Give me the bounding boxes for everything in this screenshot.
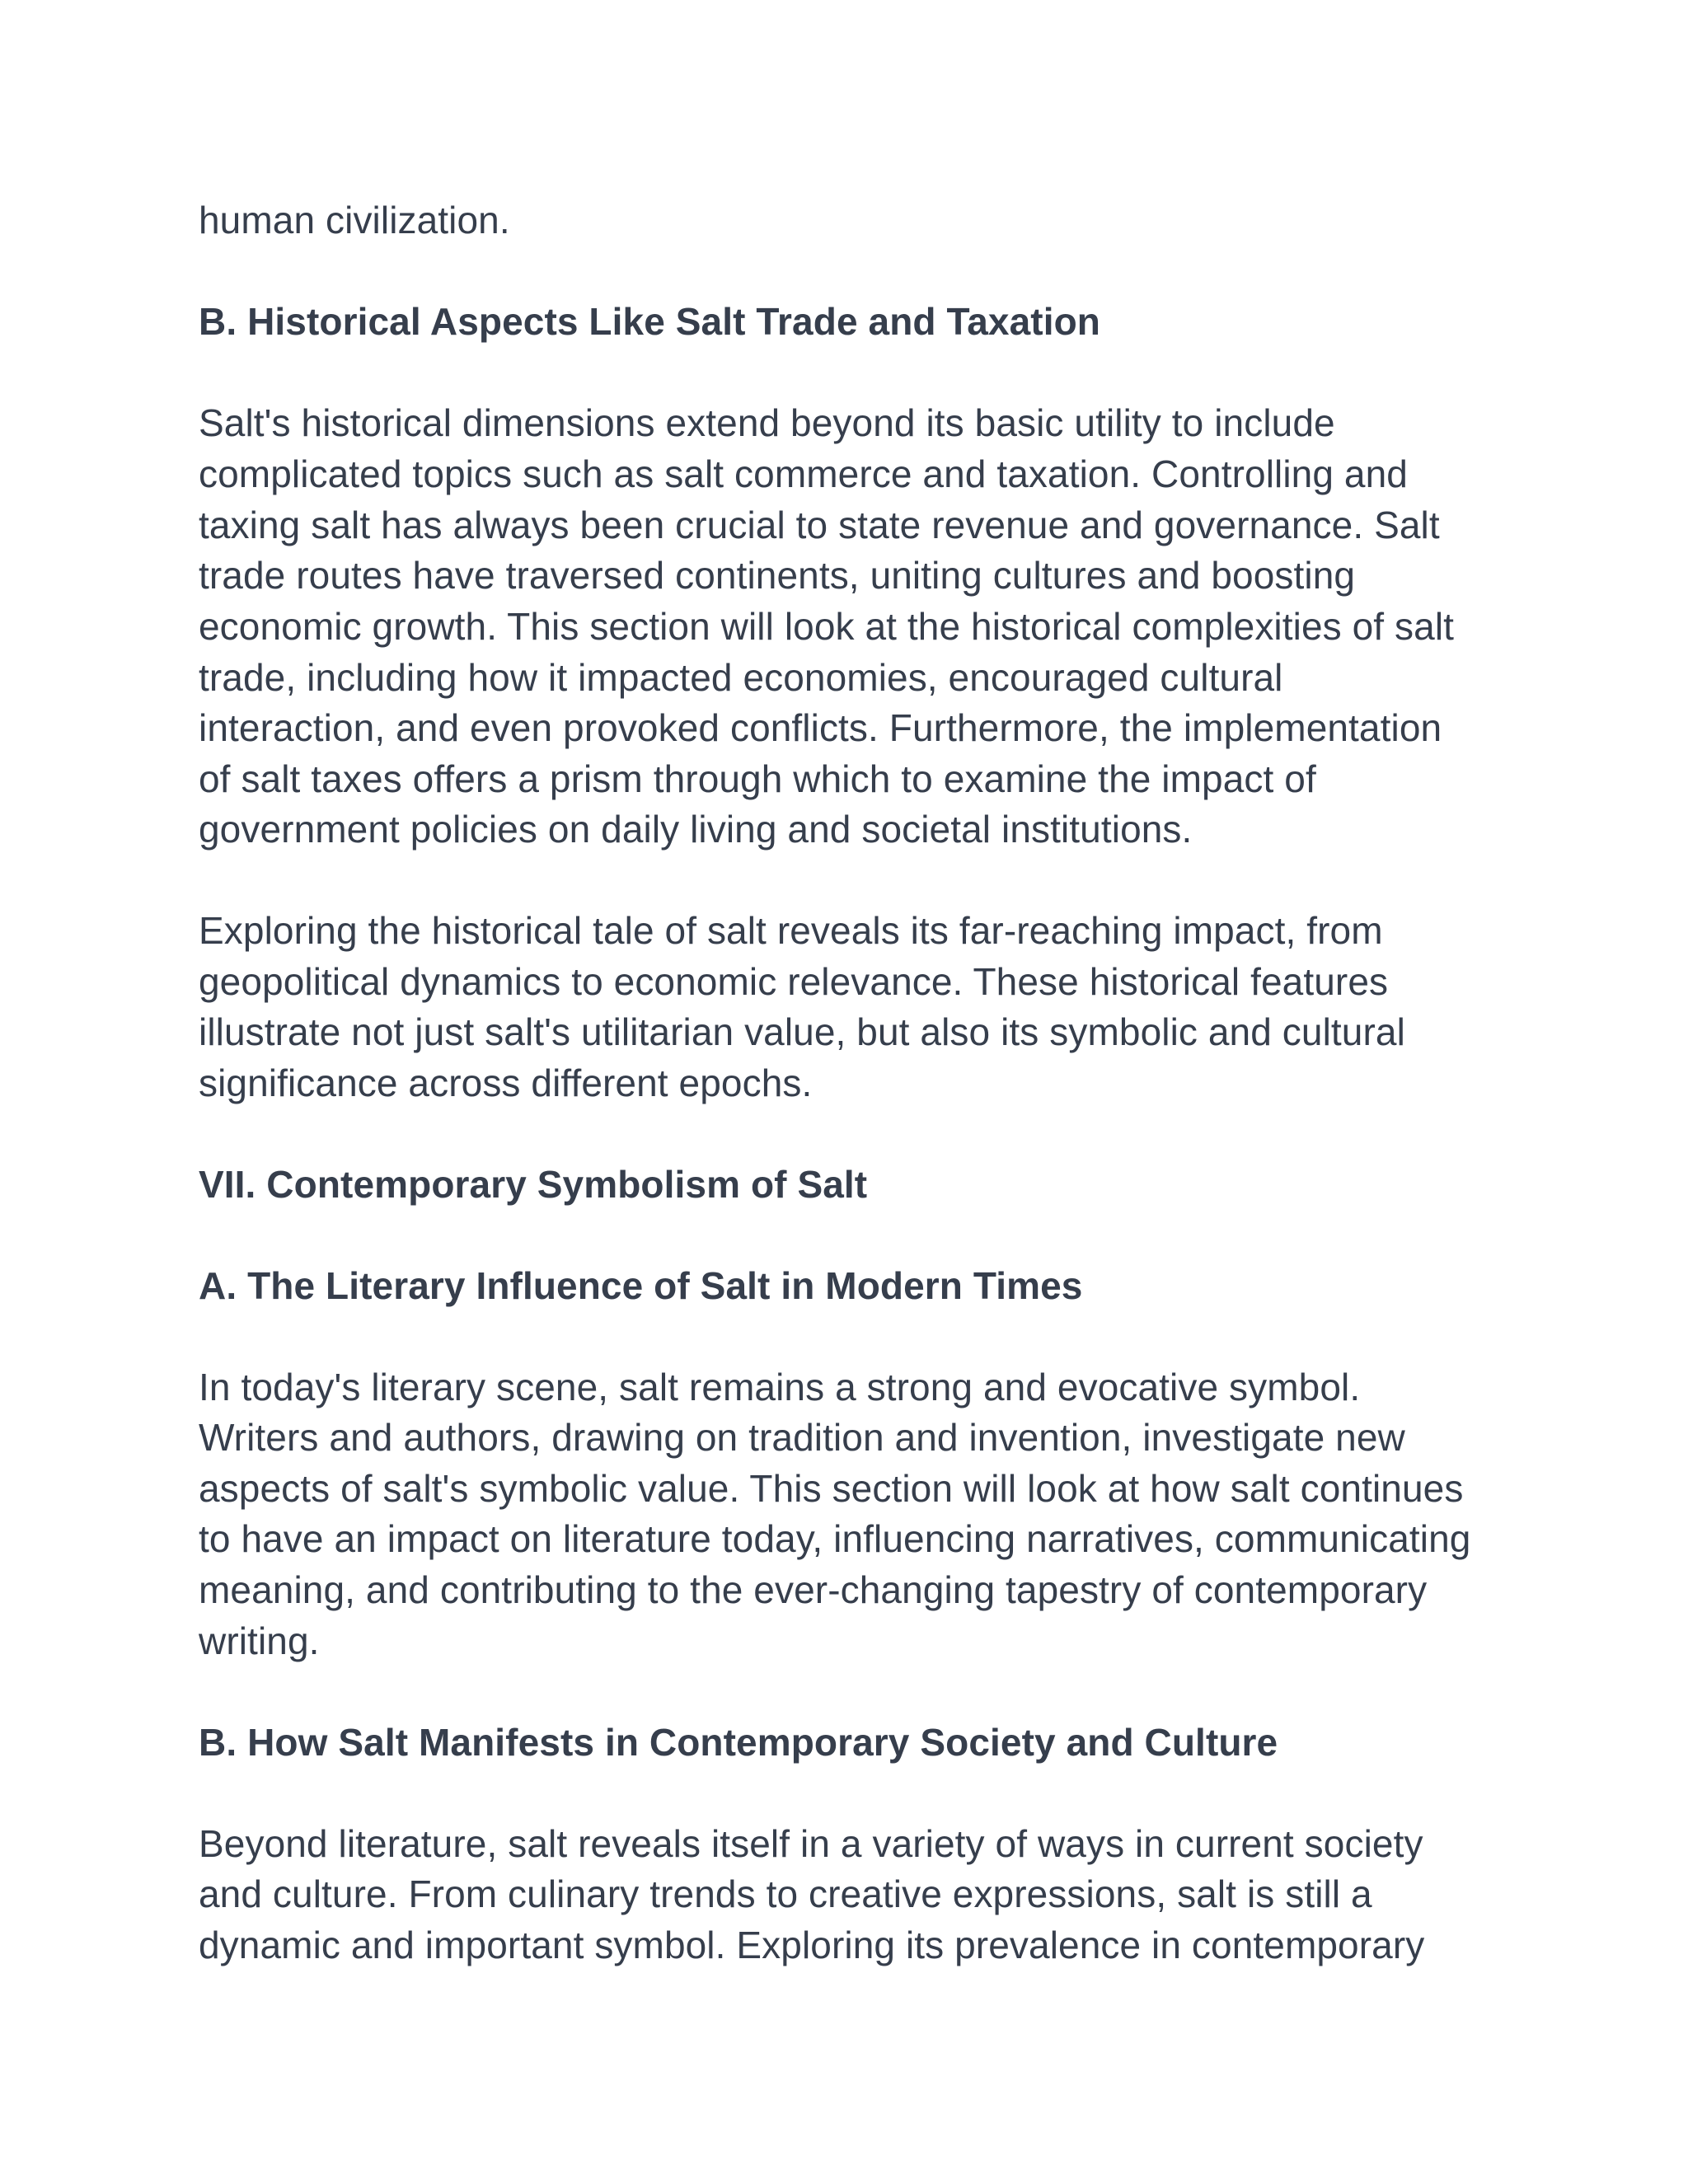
paragraph-line: to have an impact on literature today, influencing narratives, communicating	[199, 1517, 1471, 1560]
section-heading-literary-influence: A. The Literary Influence of Salt in Modern Times	[199, 1264, 1083, 1307]
paragraph-line: illustrate not just salt's utilitarian value, but also its symbolic and cultural	[199, 1010, 1405, 1053]
paragraph-line: trade routes have traversed continents, uniting cultures and boosting	[199, 554, 1356, 597]
chapter-heading-contemporary-symbolism: VII. Contemporary Symbolism of Salt	[199, 1163, 868, 1206]
paragraph-line: of salt taxes offers a prism through which to examine the impact of	[199, 757, 1316, 800]
paragraph-line: significance across different epochs.	[199, 1062, 813, 1104]
section-heading-contemporary-society: B. How Salt Manifests in Contemporary Society and Culture	[199, 1721, 1278, 1764]
paragraph-line: Beyond literature, salt reveals itself in a variety of ways in current society	[199, 1822, 1423, 1865]
paragraph-line: In today's literary scene, salt remains a strong and evocative symbol.	[199, 1366, 1361, 1408]
paragraph-line: taxing salt has always been crucial to state revenue and governance. Salt	[199, 504, 1440, 546]
paragraph-line: dynamic and important symbol. Exploring its prevalence in contemporary	[199, 1924, 1425, 1966]
paragraph-continuation-line: human civilization.	[199, 199, 510, 241]
paragraph-line: aspects of salt's symbolic value. This section will look at how salt continues	[199, 1467, 1464, 1510]
paragraph-line: writing.	[199, 1619, 320, 1662]
paragraph-line: government policies on daily living and societal institutions.	[199, 808, 1193, 851]
paragraph-line: Salt's historical dimensions extend beyond its basic utility to include	[199, 401, 1335, 444]
section-heading-historical-aspects: B. Historical Aspects Like Salt Trade and Taxation	[199, 300, 1100, 343]
paragraph-line: geopolitical dynamics to economic relevance. These historical features	[199, 960, 1389, 1003]
paragraph-line: and culture. From culinary trends to creative expressions, salt is still a	[199, 1872, 1372, 1915]
paragraph-line: complicated topics such as salt commerce and taxation. Controlling and	[199, 452, 1408, 495]
paragraph-line: Writers and authors, drawing on tradition and invention, investigate new	[199, 1416, 1405, 1459]
paragraph-line: meaning, and contributing to the ever-changing tapestry of contemporary	[199, 1568, 1428, 1611]
paragraph-line: economic growth. This section will look at the historical complexities of salt	[199, 605, 1455, 648]
paragraph-line: interaction, and even provoked conflicts. Furthermore, the implementation	[199, 706, 1442, 749]
paragraph-line: trade, including how it impacted economies, encouraged cultural	[199, 656, 1283, 699]
paragraph-line: Exploring the historical tale of salt reveals its far-reaching impact, from	[199, 909, 1383, 952]
